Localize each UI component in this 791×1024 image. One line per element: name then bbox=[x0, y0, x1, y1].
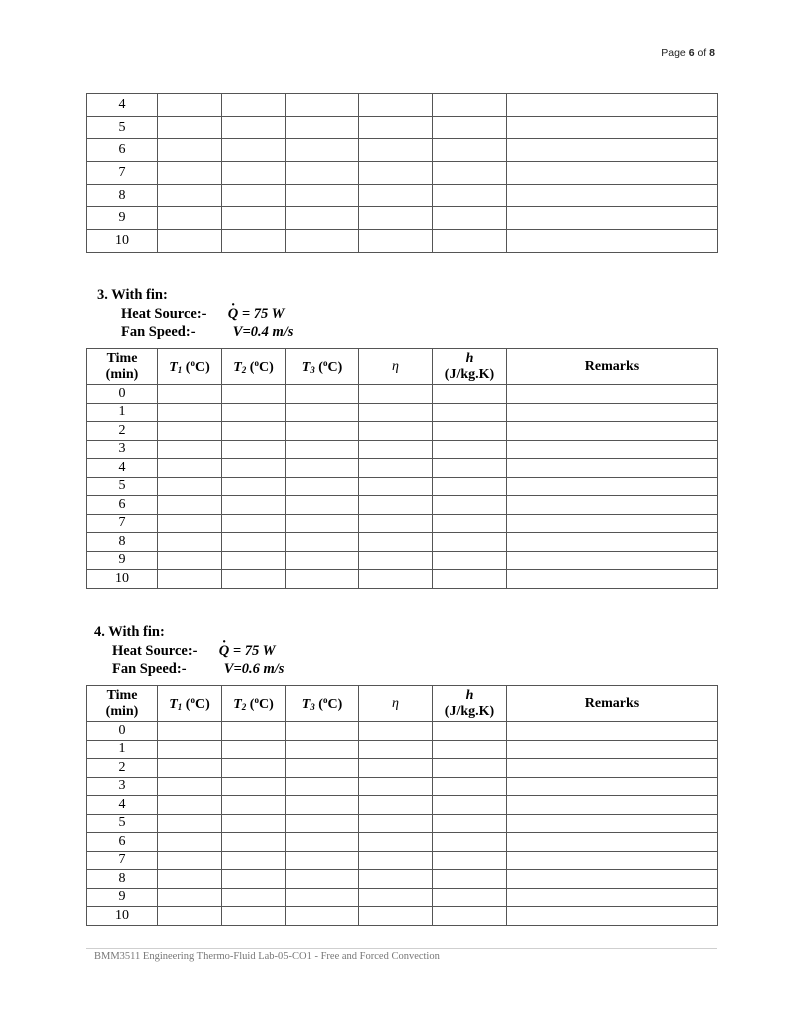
blank-entry-cell bbox=[507, 907, 718, 926]
blank-entry-cell bbox=[359, 422, 433, 441]
table-row bbox=[87, 459, 718, 478]
blank-entry-cell bbox=[222, 184, 286, 207]
blank-entry-cell bbox=[158, 551, 222, 570]
blank-entry-cell bbox=[286, 814, 359, 833]
table-row bbox=[87, 94, 718, 117]
blank-entry-cell bbox=[286, 533, 359, 552]
blank-entry-cell bbox=[433, 139, 507, 162]
blank-entry-cell bbox=[359, 385, 433, 404]
q-dot-symbol: · Q bbox=[228, 305, 238, 324]
time-cell: 7 bbox=[87, 162, 158, 185]
page-number: Page 6 of 8 bbox=[661, 47, 715, 59]
blank-entry-cell bbox=[222, 514, 286, 533]
time-cell: 9 bbox=[87, 551, 158, 570]
blank-entry-cell bbox=[359, 796, 433, 815]
blank-entry-cell bbox=[286, 833, 359, 852]
time-cell: 2 bbox=[87, 422, 158, 441]
heat-source-value: = 75 W bbox=[229, 642, 276, 659]
blank-entry-cell bbox=[158, 870, 222, 889]
blank-entry-cell bbox=[507, 796, 718, 815]
blank-entry-cell bbox=[286, 385, 359, 404]
blank-entry-cell bbox=[158, 570, 222, 589]
blank-entry-cell bbox=[507, 477, 718, 496]
blank-entry-cell bbox=[359, 722, 433, 741]
time-cell: 10 bbox=[87, 230, 158, 253]
blank-entry-cell bbox=[286, 851, 359, 870]
blank-entry-cell bbox=[507, 459, 718, 478]
table-row bbox=[87, 796, 718, 815]
fan-speed-label: Fan Speed:- bbox=[121, 324, 196, 340]
time-cell: 1 bbox=[87, 740, 158, 759]
table-row bbox=[87, 533, 718, 552]
blank-entry-cell bbox=[507, 722, 718, 741]
blank-entry-cell bbox=[433, 207, 507, 230]
blank-entry-cell bbox=[507, 207, 718, 230]
blank-entry-cell bbox=[222, 496, 286, 515]
blank-entry-cell bbox=[286, 907, 359, 926]
blank-entry-cell bbox=[286, 759, 359, 778]
blank-entry-cell bbox=[158, 777, 222, 796]
blank-entry-cell bbox=[158, 740, 222, 759]
blank-entry-cell bbox=[222, 422, 286, 441]
blank-entry-cell bbox=[433, 94, 507, 117]
table-row bbox=[87, 162, 718, 185]
blank-entry-cell bbox=[158, 722, 222, 741]
table-row bbox=[87, 833, 718, 852]
col-t1: $T_1$ ($^o$C) bbox=[158, 349, 222, 385]
blank-entry-cell bbox=[433, 777, 507, 796]
col-t2: $T_2$ ($^o$C) bbox=[222, 686, 286, 722]
time-cell: 5 bbox=[87, 477, 158, 496]
blank-entry-cell bbox=[222, 139, 286, 162]
blank-entry-cell bbox=[286, 422, 359, 441]
blank-entry-cell bbox=[158, 184, 222, 207]
blank-entry-cell bbox=[359, 207, 433, 230]
time-cell: 7 bbox=[87, 851, 158, 870]
blank-entry-cell bbox=[286, 551, 359, 570]
time-cell: 9 bbox=[87, 207, 158, 230]
footer-text: BMM3511 Engineering Thermo-Fluid Lab-05-CO1 - Free and Forced Convection bbox=[94, 951, 440, 962]
table-row bbox=[87, 403, 718, 422]
time-cell: 4 bbox=[87, 796, 158, 815]
blank-entry-cell bbox=[507, 777, 718, 796]
table-row bbox=[87, 759, 718, 778]
table-row bbox=[87, 477, 718, 496]
time-cell: 0 bbox=[87, 385, 158, 404]
fan-speed-value: V=0.6 m/s bbox=[223, 661, 285, 677]
blank-entry-cell bbox=[286, 459, 359, 478]
col-h: h (J/kg.K) bbox=[433, 686, 507, 722]
blank-entry-cell bbox=[286, 777, 359, 796]
time-cell: 10 bbox=[87, 570, 158, 589]
blank-entry-cell bbox=[507, 851, 718, 870]
blank-entry-cell bbox=[359, 533, 433, 552]
blank-entry-cell bbox=[507, 162, 718, 185]
table-row bbox=[87, 551, 718, 570]
blank-entry-cell bbox=[222, 814, 286, 833]
blank-entry-cell bbox=[158, 907, 222, 926]
blank-entry-cell bbox=[433, 422, 507, 441]
blank-entry-cell bbox=[222, 740, 286, 759]
blank-entry-cell bbox=[507, 870, 718, 889]
time-cell: 7 bbox=[87, 514, 158, 533]
blank-entry-cell bbox=[359, 870, 433, 889]
blank-entry-cell bbox=[158, 440, 222, 459]
blank-entry-cell bbox=[507, 385, 718, 404]
blank-entry-cell bbox=[433, 533, 507, 552]
blank-entry-cell bbox=[359, 440, 433, 459]
blank-entry-cell bbox=[359, 851, 433, 870]
blank-entry-cell bbox=[286, 184, 359, 207]
blank-entry-cell bbox=[286, 477, 359, 496]
table-row bbox=[87, 207, 718, 230]
blank-entry-cell bbox=[433, 403, 507, 422]
section-4-heading bbox=[94, 623, 284, 679]
table-row bbox=[87, 496, 718, 515]
blank-entry-cell bbox=[359, 570, 433, 589]
table-row bbox=[87, 851, 718, 870]
table-row bbox=[87, 888, 718, 907]
col-remarks: Remarks bbox=[507, 686, 718, 722]
table-row bbox=[87, 870, 718, 889]
blank-entry-cell bbox=[359, 162, 433, 185]
blank-entry-cell bbox=[222, 116, 286, 139]
blank-entry-cell bbox=[359, 740, 433, 759]
blank-entry-cell bbox=[359, 514, 433, 533]
blank-entry-cell bbox=[222, 870, 286, 889]
blank-entry-cell bbox=[507, 403, 718, 422]
blank-entry-cell bbox=[433, 907, 507, 926]
time-cell: 8 bbox=[87, 184, 158, 207]
blank-entry-cell bbox=[433, 459, 507, 478]
time-cell: 3 bbox=[87, 440, 158, 459]
blank-entry-cell bbox=[286, 496, 359, 515]
blank-entry-cell bbox=[286, 870, 359, 889]
blank-entry-cell bbox=[222, 477, 286, 496]
fan-speed-label: Fan Speed:- bbox=[112, 661, 187, 677]
table-row bbox=[87, 230, 718, 253]
blank-entry-cell bbox=[286, 514, 359, 533]
time-cell: 1 bbox=[87, 403, 158, 422]
col-time: Time (min) bbox=[87, 349, 158, 385]
blank-entry-cell bbox=[222, 907, 286, 926]
q-dot-symbol: · Q bbox=[219, 642, 229, 661]
table-row bbox=[87, 139, 718, 162]
blank-entry-cell bbox=[158, 833, 222, 852]
blank-entry-cell bbox=[507, 740, 718, 759]
blank-entry-cell bbox=[433, 570, 507, 589]
blank-entry-cell bbox=[433, 440, 507, 459]
blank-entry-cell bbox=[433, 740, 507, 759]
blank-entry-cell bbox=[158, 116, 222, 139]
table-row bbox=[87, 907, 718, 926]
blank-entry-cell bbox=[222, 459, 286, 478]
col-t3: $T_3$ ($^o$C) bbox=[286, 349, 359, 385]
continued-data-table bbox=[86, 93, 718, 253]
blank-entry-cell bbox=[222, 230, 286, 253]
blank-entry-cell bbox=[222, 759, 286, 778]
col-t3: $T_3$ ($^o$C) bbox=[286, 686, 359, 722]
blank-entry-cell bbox=[507, 814, 718, 833]
blank-entry-cell bbox=[286, 740, 359, 759]
blank-entry-cell bbox=[359, 496, 433, 515]
blank-entry-cell bbox=[286, 403, 359, 422]
blank-entry-cell bbox=[158, 385, 222, 404]
time-cell: 2 bbox=[87, 759, 158, 778]
blank-entry-cell bbox=[507, 422, 718, 441]
blank-entry-cell bbox=[222, 207, 286, 230]
blank-entry-cell bbox=[433, 477, 507, 496]
blank-entry-cell bbox=[359, 888, 433, 907]
table-row bbox=[87, 514, 718, 533]
blank-entry-cell bbox=[433, 888, 507, 907]
blank-entry-cell bbox=[222, 570, 286, 589]
blank-entry-cell bbox=[433, 385, 507, 404]
blank-entry-cell bbox=[158, 459, 222, 478]
blank-entry-cell bbox=[433, 230, 507, 253]
blank-entry-cell bbox=[433, 833, 507, 852]
col-h: h (J/kg.K) bbox=[433, 349, 507, 385]
blank-entry-cell bbox=[507, 116, 718, 139]
blank-entry-cell bbox=[359, 94, 433, 117]
time-cell: 4 bbox=[87, 94, 158, 117]
blank-entry-cell bbox=[433, 184, 507, 207]
table-row bbox=[87, 570, 718, 589]
blank-entry-cell bbox=[222, 440, 286, 459]
table-row bbox=[87, 116, 718, 139]
col-t2: $T_2$ ($^o$C) bbox=[222, 349, 286, 385]
blank-entry-cell bbox=[359, 139, 433, 162]
section-3-title: 3. With fin: bbox=[97, 287, 168, 303]
blank-entry-cell bbox=[158, 422, 222, 441]
blank-entry-cell bbox=[433, 514, 507, 533]
blank-entry-cell bbox=[158, 514, 222, 533]
blank-entry-cell bbox=[286, 570, 359, 589]
blank-entry-cell bbox=[359, 759, 433, 778]
blank-entry-cell bbox=[507, 94, 718, 117]
blank-entry-cell bbox=[433, 759, 507, 778]
blank-entry-cell bbox=[222, 851, 286, 870]
time-cell: 9 bbox=[87, 888, 158, 907]
blank-entry-cell bbox=[158, 162, 222, 185]
blank-entry-cell bbox=[433, 116, 507, 139]
time-cell: 10 bbox=[87, 907, 158, 926]
blank-entry-cell bbox=[359, 116, 433, 139]
table-row bbox=[87, 814, 718, 833]
blank-entry-cell bbox=[158, 533, 222, 552]
time-cell: 6 bbox=[87, 833, 158, 852]
blank-entry-cell bbox=[158, 403, 222, 422]
blank-entry-cell bbox=[158, 230, 222, 253]
blank-entry-cell bbox=[158, 94, 222, 117]
blank-entry-cell bbox=[433, 814, 507, 833]
blank-entry-cell bbox=[359, 814, 433, 833]
blank-entry-cell bbox=[286, 888, 359, 907]
blank-entry-cell bbox=[507, 759, 718, 778]
blank-entry-cell bbox=[222, 888, 286, 907]
blank-entry-cell bbox=[158, 496, 222, 515]
col-remarks: Remarks bbox=[507, 349, 718, 385]
table-row bbox=[87, 422, 718, 441]
blank-entry-cell bbox=[359, 230, 433, 253]
table-row bbox=[87, 385, 718, 404]
fan-speed-value: V=0.4 m/s bbox=[232, 324, 294, 340]
time-cell: 5 bbox=[87, 116, 158, 139]
blank-entry-cell bbox=[222, 162, 286, 185]
time-cell: 6 bbox=[87, 139, 158, 162]
blank-entry-cell bbox=[286, 722, 359, 741]
blank-entry-cell bbox=[507, 533, 718, 552]
blank-entry-cell bbox=[359, 777, 433, 796]
blank-entry-cell bbox=[507, 139, 718, 162]
blank-entry-cell bbox=[158, 851, 222, 870]
blank-entry-cell bbox=[286, 207, 359, 230]
blank-entry-cell bbox=[433, 722, 507, 741]
table-row bbox=[87, 722, 718, 741]
blank-entry-cell bbox=[158, 796, 222, 815]
blank-entry-cell bbox=[359, 833, 433, 852]
col-eta: η bbox=[359, 686, 433, 722]
blank-entry-cell bbox=[359, 184, 433, 207]
blank-entry-cell bbox=[286, 116, 359, 139]
blank-entry-cell bbox=[507, 833, 718, 852]
time-cell: 8 bbox=[87, 533, 158, 552]
table-row bbox=[87, 184, 718, 207]
blank-entry-cell bbox=[286, 139, 359, 162]
blank-entry-cell bbox=[433, 551, 507, 570]
heat-source-label: Heat Source:- bbox=[121, 305, 207, 322]
blank-entry-cell bbox=[158, 207, 222, 230]
blank-entry-cell bbox=[158, 139, 222, 162]
blank-entry-cell bbox=[222, 796, 286, 815]
footer-divider bbox=[86, 948, 717, 949]
blank-entry-cell bbox=[222, 777, 286, 796]
time-cell: 3 bbox=[87, 777, 158, 796]
blank-entry-cell bbox=[222, 403, 286, 422]
blank-entry-cell bbox=[286, 162, 359, 185]
table-row bbox=[87, 740, 718, 759]
heat-source-label: Heat Source:- bbox=[112, 642, 198, 659]
blank-entry-cell bbox=[507, 496, 718, 515]
blank-entry-cell bbox=[507, 551, 718, 570]
blank-entry-cell bbox=[286, 94, 359, 117]
blank-entry-cell bbox=[222, 94, 286, 117]
blank-entry-cell bbox=[433, 851, 507, 870]
blank-entry-cell bbox=[286, 440, 359, 459]
blank-entry-cell bbox=[222, 533, 286, 552]
time-cell: 0 bbox=[87, 722, 158, 741]
blank-entry-cell bbox=[359, 459, 433, 478]
blank-entry-cell bbox=[507, 184, 718, 207]
blank-entry-cell bbox=[507, 570, 718, 589]
col-time: Time (min) bbox=[87, 686, 158, 722]
time-cell: 8 bbox=[87, 870, 158, 889]
blank-entry-cell bbox=[433, 870, 507, 889]
section-3-data-table bbox=[86, 348, 718, 589]
blank-entry-cell bbox=[222, 551, 286, 570]
section-4-title: 4. With fin: bbox=[94, 624, 165, 640]
blank-entry-cell bbox=[222, 385, 286, 404]
blank-entry-cell bbox=[507, 888, 718, 907]
blank-entry-cell bbox=[222, 833, 286, 852]
col-t1: $T_1$ ($^o$C) bbox=[158, 686, 222, 722]
blank-entry-cell bbox=[359, 551, 433, 570]
blank-entry-cell bbox=[507, 230, 718, 253]
blank-entry-cell bbox=[359, 907, 433, 926]
blank-entry-cell bbox=[433, 796, 507, 815]
blank-entry-cell bbox=[359, 403, 433, 422]
section-3-heading bbox=[97, 286, 293, 342]
blank-entry-cell bbox=[286, 230, 359, 253]
blank-entry-cell bbox=[433, 496, 507, 515]
blank-entry-cell bbox=[158, 759, 222, 778]
blank-entry-cell bbox=[222, 722, 286, 741]
time-cell: 6 bbox=[87, 496, 158, 515]
blank-entry-cell bbox=[359, 477, 433, 496]
heat-source-value: = 75 W bbox=[238, 305, 285, 322]
blank-entry-cell bbox=[286, 796, 359, 815]
time-cell: 5 bbox=[87, 814, 158, 833]
blank-entry-cell bbox=[158, 888, 222, 907]
table-row bbox=[87, 777, 718, 796]
blank-entry-cell bbox=[433, 162, 507, 185]
blank-entry-cell bbox=[507, 514, 718, 533]
table-row bbox=[87, 440, 718, 459]
section-4-data-table bbox=[86, 685, 718, 926]
blank-entry-cell bbox=[507, 440, 718, 459]
time-cell: 4 bbox=[87, 459, 158, 478]
blank-entry-cell bbox=[158, 814, 222, 833]
col-eta: η bbox=[359, 349, 433, 385]
blank-entry-cell bbox=[158, 477, 222, 496]
